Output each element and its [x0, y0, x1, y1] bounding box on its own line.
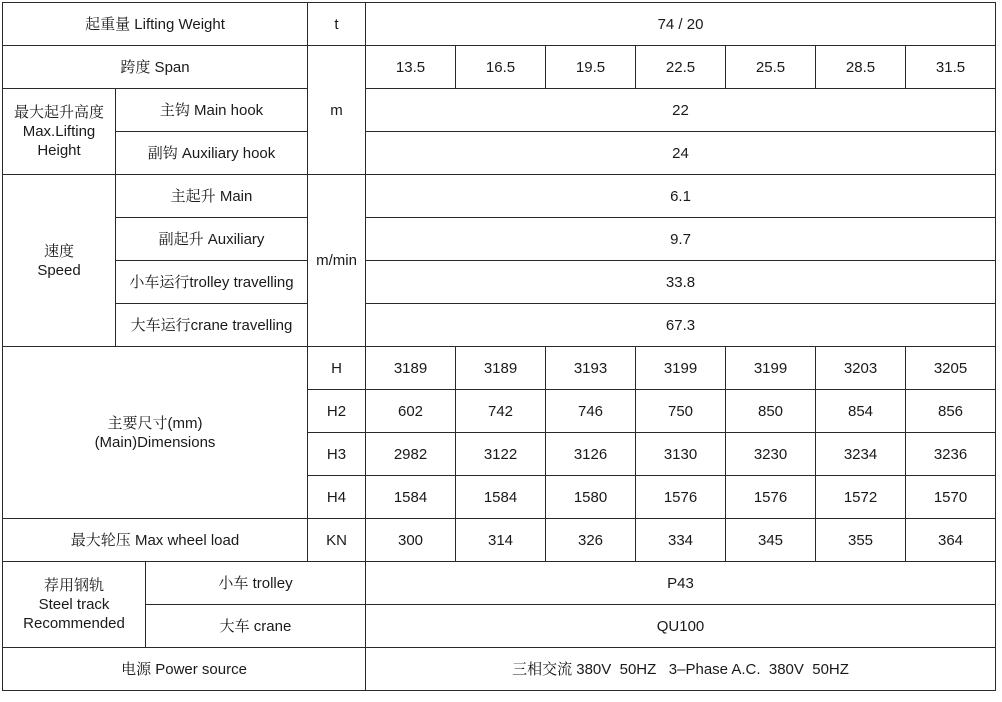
lifting-weight-label: 起重量 Lifting Weight	[3, 3, 308, 46]
dim-value: 3236	[906, 433, 996, 476]
speed-label-en: Speed	[37, 261, 81, 279]
lifting-height-label	[3, 89, 116, 175]
main-hook-label: 主钩 Main hook	[116, 89, 308, 132]
row-lifting-weight	[3, 3, 996, 46]
lifting-weight-unit: t	[308, 3, 366, 46]
dim-value: 3199	[636, 347, 726, 390]
lifting-height-label-en: Max.Lifting	[22, 123, 96, 140]
speed-trolley-label: 小车运行trolley travelling	[116, 261, 308, 304]
span-value: 22.5	[636, 46, 726, 89]
span-value: 25.5	[726, 46, 816, 89]
dim-value: 3189	[456, 347, 546, 390]
dim-name: H4	[308, 476, 366, 519]
dimensions-label	[3, 347, 308, 519]
dim-value: 850	[726, 390, 816, 433]
speed-unit: m/min	[308, 175, 366, 347]
dim-value: 2982	[366, 433, 456, 476]
dim-value: 1576	[726, 476, 816, 519]
aux-hook-value: 24	[366, 132, 996, 175]
track-crane-value: QU100	[366, 605, 996, 648]
row-span	[3, 46, 996, 89]
speed-main-label: 主起升 Main	[116, 175, 308, 218]
dim-value: 3199	[726, 347, 816, 390]
speed-trolley-value: 33.8	[366, 261, 996, 304]
wheel-load-value: 364	[906, 519, 996, 562]
row-power	[3, 648, 996, 691]
wheel-load-value: 314	[456, 519, 546, 562]
track-crane-label: 大车 crane	[146, 605, 366, 648]
dim-value: 1570	[906, 476, 996, 519]
row-track-crane	[3, 605, 996, 648]
row-speed-trolley	[3, 261, 996, 304]
dim-value: 1584	[456, 476, 546, 519]
steel-track-label-en: Steel track	[38, 596, 110, 613]
speed-label	[3, 175, 116, 347]
lifting-height-label-en2: Height	[37, 142, 81, 159]
speed-label-cn: 速度	[43, 242, 74, 260]
dim-name: H2	[308, 390, 366, 433]
wheel-load-value: 355	[816, 519, 906, 562]
steel-track-label-en2: Recommended	[23, 615, 125, 632]
main-hook-value: 22	[366, 89, 996, 132]
lifting-height-label-cn: 最大起升高度	[13, 104, 104, 121]
wheel-load-value: 326	[546, 519, 636, 562]
dim-value: 3126	[546, 433, 636, 476]
dimensions-label-en: (Main)Dimensions	[94, 433, 216, 451]
steel-track-label-cn: 荐用钢轨	[43, 577, 104, 594]
track-trolley-value: P43	[366, 562, 996, 605]
span-value: 16.5	[456, 46, 546, 89]
dim-name: H	[308, 347, 366, 390]
speed-crane-label: 大车运行crane travelling	[116, 304, 308, 347]
dim-value: 750	[636, 390, 726, 433]
span-value: 19.5	[546, 46, 636, 89]
wheel-load-unit: KN	[308, 519, 366, 562]
dim-value: 1576	[636, 476, 726, 519]
dim-value: 746	[546, 390, 636, 433]
dim-value: 3230	[726, 433, 816, 476]
span-value: 13.5	[366, 46, 456, 89]
power-label: 电源 Power source	[3, 648, 366, 691]
aux-hook-label: 副钩 Auxiliary hook	[116, 132, 308, 175]
span-value: 28.5	[816, 46, 906, 89]
span-label: 跨度 Span	[3, 46, 308, 89]
dim-value: 856	[906, 390, 996, 433]
dim-value: 3203	[816, 347, 906, 390]
height-unit: m	[308, 46, 366, 175]
span-value: 31.5	[906, 46, 996, 89]
dim-value: 3193	[546, 347, 636, 390]
row-main-hook	[3, 89, 996, 132]
wheel-load-value: 345	[726, 519, 816, 562]
row-speed-aux	[3, 218, 996, 261]
dim-value: 3189	[366, 347, 456, 390]
dimensions-label-cn: 主要尺寸(mm)	[107, 414, 203, 432]
dim-value: 742	[456, 390, 546, 433]
dim-value: 3130	[636, 433, 726, 476]
speed-main-value: 6.1	[366, 175, 996, 218]
wheel-load-value: 300	[366, 519, 456, 562]
dim-value: 3205	[906, 347, 996, 390]
dim-value: 602	[366, 390, 456, 433]
row-aux-hook	[3, 132, 996, 175]
row-dim-h	[3, 347, 996, 390]
dim-value: 3122	[456, 433, 546, 476]
dim-value: 1580	[546, 476, 636, 519]
dim-value: 3234	[816, 433, 906, 476]
lifting-weight-value: 74 / 20	[366, 3, 996, 46]
dim-name: H3	[308, 433, 366, 476]
speed-aux-value: 9.7	[366, 218, 996, 261]
speed-crane-value: 67.3	[366, 304, 996, 347]
dim-value: 854	[816, 390, 906, 433]
row-speed-crane	[3, 304, 996, 347]
row-wheel-load	[3, 519, 996, 562]
wheel-load-label: 最大轮压 Max wheel load	[3, 519, 308, 562]
steel-track-label	[3, 562, 146, 648]
power-value: 三相交流 380V 50HZ 3–Phase A.C. 380V 50HZ	[366, 648, 996, 691]
spec-table	[2, 2, 996, 691]
row-track-trolley	[3, 562, 996, 605]
wheel-load-value: 334	[636, 519, 726, 562]
track-trolley-label: 小车 trolley	[146, 562, 366, 605]
row-speed-main	[3, 175, 996, 218]
dim-value: 1572	[816, 476, 906, 519]
speed-aux-label: 副起升 Auxiliary	[116, 218, 308, 261]
dim-value: 1584	[366, 476, 456, 519]
